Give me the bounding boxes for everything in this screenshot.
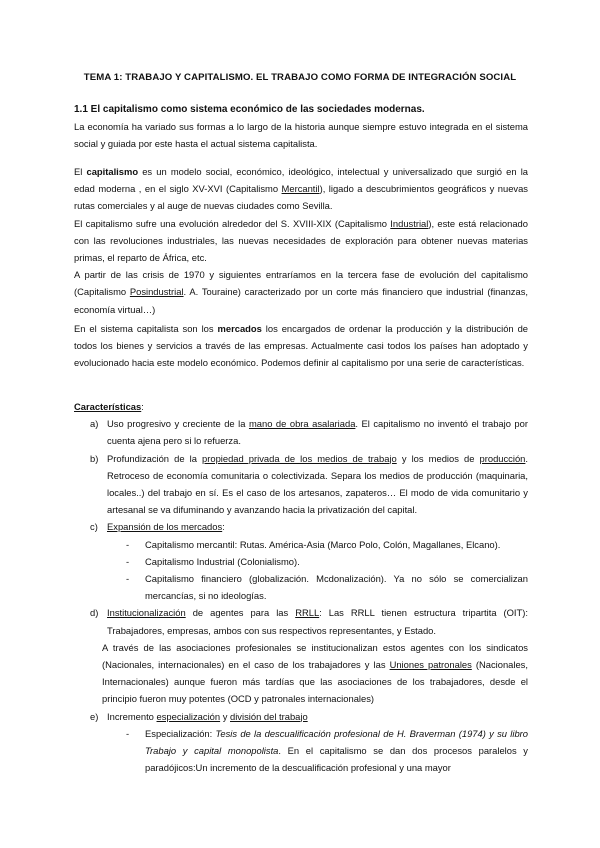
term-capitalismo: capitalismo [86, 166, 139, 177]
characteristics-heading: Características: [74, 401, 144, 412]
list-item-e: e) Incremento especialización y división del trabajo [90, 710, 308, 722]
intro-paragraph: La economía ha variado sus formas a lo largo de la historia aunque siempre estuvo integrada en el sistema social y guiada por este hasta el actual sistema capitalista. [74, 121, 528, 150]
sub-item-financiero: - Capitalismo financiero (globalización. Mcdonalización). Ya no sólo se comercializan mercancías, si no ideologías. [126, 573, 528, 602]
section-heading: 1.1 El capitalismo como sistema económico de las sociedades modernas. [74, 104, 425, 115]
characteristics-list-end [74, 708, 528, 725]
list-item-c: c) Expansión de los mercados: [90, 521, 225, 533]
term-industrial: Industrial [390, 217, 429, 229]
sub-item-mercantil: - Capitalismo mercantil: Rutas. América-Asia (Marco Polo, Colón, Magallanes, Elcano). [126, 538, 501, 550]
markets-paragraph-block [74, 320, 528, 372]
paragraph-mercantil: El capitalismo es un modelo social, económico, ideológico, intelectual y universalizado que surgió en la edad moderna , en el siglo XV-XVI (Capitalismo Mercantil), ligado a descubrimientos geográficos y nuevas rutas comerciales y al auge de nuevas ciudades como Sevilla. [74, 166, 528, 212]
market-expansion-sublist [74, 536, 528, 605]
term-mercados: mercados [217, 323, 262, 334]
sub-item-especializacion: - Especialización: Tesis de la descualificación profesional de H. Braverman (1974) y su libro Trabajo y capital monopolista. En el capitalismo se dan dos procesos paralelos y paradójicos:Un incremento de la descualificación profesional y una mayor [126, 727, 528, 774]
capitalism-phases [74, 163, 528, 318]
term-mercantil: Mercantil [281, 183, 320, 195]
characteristics-list [74, 415, 528, 535]
characteristics-list-cont [74, 604, 528, 638]
institutionalization-paragraph: A través de las asociaciones profesionales se institucionalizan estos agentes con los sindicatos (Nacionales, internacionales) en el caso de los trabajadores y las Uniones patronales (Nacionales, Internacionales) aunque fueron más tardías que las asociaciones de los trabajadores, desde el principio fueron muy potentes (OCD y patronales internacionales) [102, 641, 528, 705]
document-title: TEMA 1: TRABAJO Y CAPITALISMO. EL TRABAJO COMO FORMA DE INTEGRACIÓN SOCIAL [83, 72, 517, 83]
paragraph-industrial: El capitalismo sufre una evolución alrededor del S. XVIII-XIX (Capitalismo Industrial), este está relacionado con las revoluciones industriales, las nuevas necesidades de exploración para obtener nuevas materias primas, el reparto de África, etc. [74, 217, 528, 264]
characteristics-section [74, 398, 528, 776]
term-posindustrial: Posindustrial [129, 286, 184, 298]
paragraph-mercados: En el sistema capitalista son los mercados los encargados de ordenar la producción y la distribución de todos los bienes y servicios a través de las empresas. Actualmente casi todos los países han adoptado y evolucionado hacia este modelo económico. Podemos definir al capitalismo por una serie de características. [74, 323, 528, 369]
list-item-b: b) Profundización de la propiedad privada de los medios de trabajo y los medios de producción. Retroceso de economía comunitaria o colectivizada. Separa los medios de producción (maquinaria, locales..) del trabajo en sí. Es el caso de los artesanos, zapateros… El modo de vida comunitario y artesanal se va difuminando y avanzando hacia la privatización del capital. [90, 452, 528, 516]
list-item-d: d) Institucionalización de agentes para las RRLL: Las RRLL tienen estructura tripartita (OIT): Trabajadores, empresas, ambos con sus respectivos representantes, y Estado. [90, 607, 528, 636]
paragraph-posindustrial: A partir de las crisis de 1970 y siguientes entraríamos en la tercera fase de evolución del capitalismo (Capitalismo Posindustrial. A. Touraine) caracterizado por un corte más financiero que industrial (finanzas, economía virtual…) [74, 269, 528, 315]
sub-item-industrial: - Capitalismo Industrial (Colonialismo). [126, 555, 300, 567]
section-1-1 [74, 101, 528, 153]
list-item-a: a) Uso progresivo y creciente de la mano de obra asalariada. El capitalismo no inventó el trabajo por cuenta ajena pero si lo refuerza. [90, 418, 528, 447]
